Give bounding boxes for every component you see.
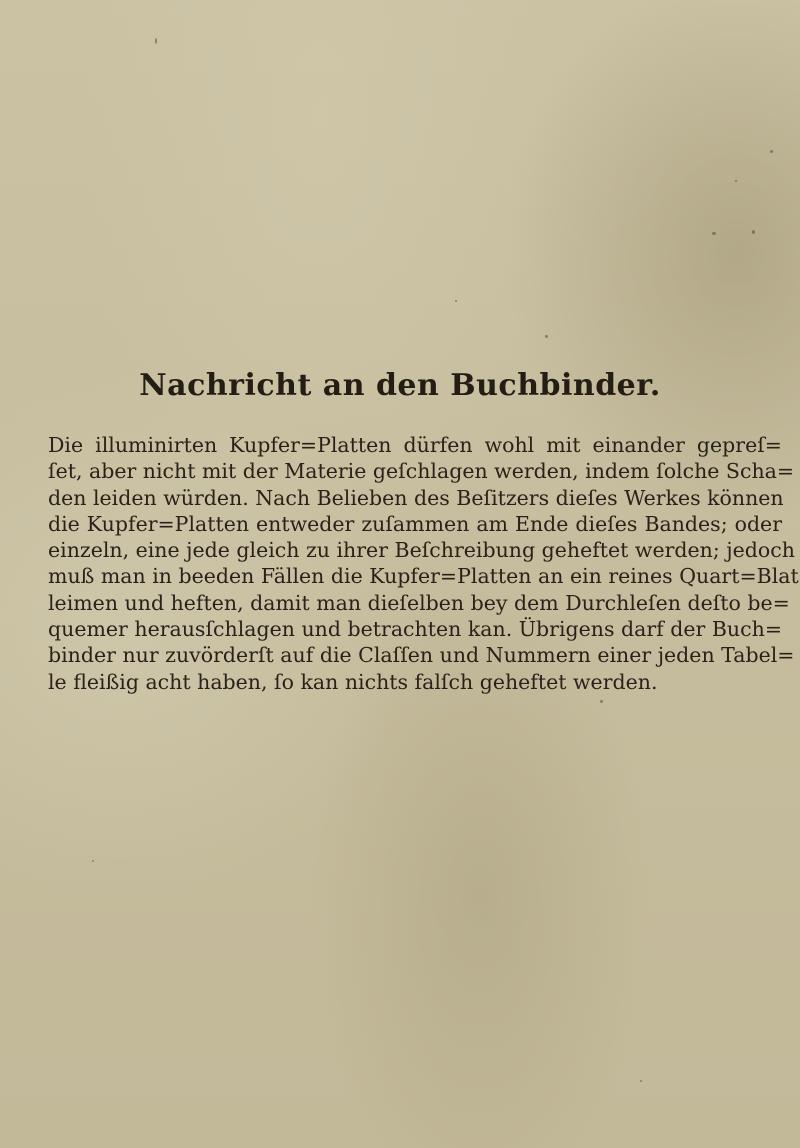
- document-title: Nachricht an den Buchbinder.: [139, 368, 661, 403]
- text-line: den leiden würden. Nach Belieben des Beſitzers dieſes Werkes können: [48, 485, 784, 510]
- paper-speck: [155, 38, 157, 44]
- text-line: le fleißig acht haben, ſo kan nichts falſch geheftet werden.: [48, 669, 658, 694]
- paper-speck: [455, 300, 457, 302]
- paper-speck: [735, 180, 737, 182]
- text-line: binder nur zuvörderſt auf die Claſſen und Nummern einer jeden Tabel=: [48, 643, 795, 668]
- paper-speck: [92, 860, 94, 862]
- paper-speck: [712, 232, 716, 235]
- paper-speck: [545, 335, 548, 338]
- text-line: quemer herausſchlagen und betrachten kan. Übrigens darf der Buch=: [48, 617, 782, 642]
- paper-speck: [640, 1080, 642, 1082]
- text-line: muß man in beeden Fällen die Kupfer=Platten an ein reines Quart=Blat: [48, 564, 799, 589]
- text-line: einzeln, eine jede gleich zu ihrer Beſchreibung geheftet werden; jedoch: [48, 538, 795, 563]
- paper-speck: [770, 150, 773, 153]
- notice-paragraph: [48, 432, 799, 695]
- text-line: leimen und heften, damit man dieſelben bey dem Durchleſen deſto be=: [48, 590, 790, 615]
- text-line: Die illuminirten Kupfer=Platten dürfen wohl mit einander gepreſ=: [48, 433, 782, 457]
- text-line: ſet, aber nicht mit der Materie geſchlagen werden, indem ſolche Scha=: [48, 459, 795, 484]
- text-line: die Kupfer=Platten entweder zuſammen am Ende dieſes Bandes; oder: [48, 511, 782, 536]
- paper-speck: [752, 230, 755, 234]
- paper-speck: [600, 700, 603, 703]
